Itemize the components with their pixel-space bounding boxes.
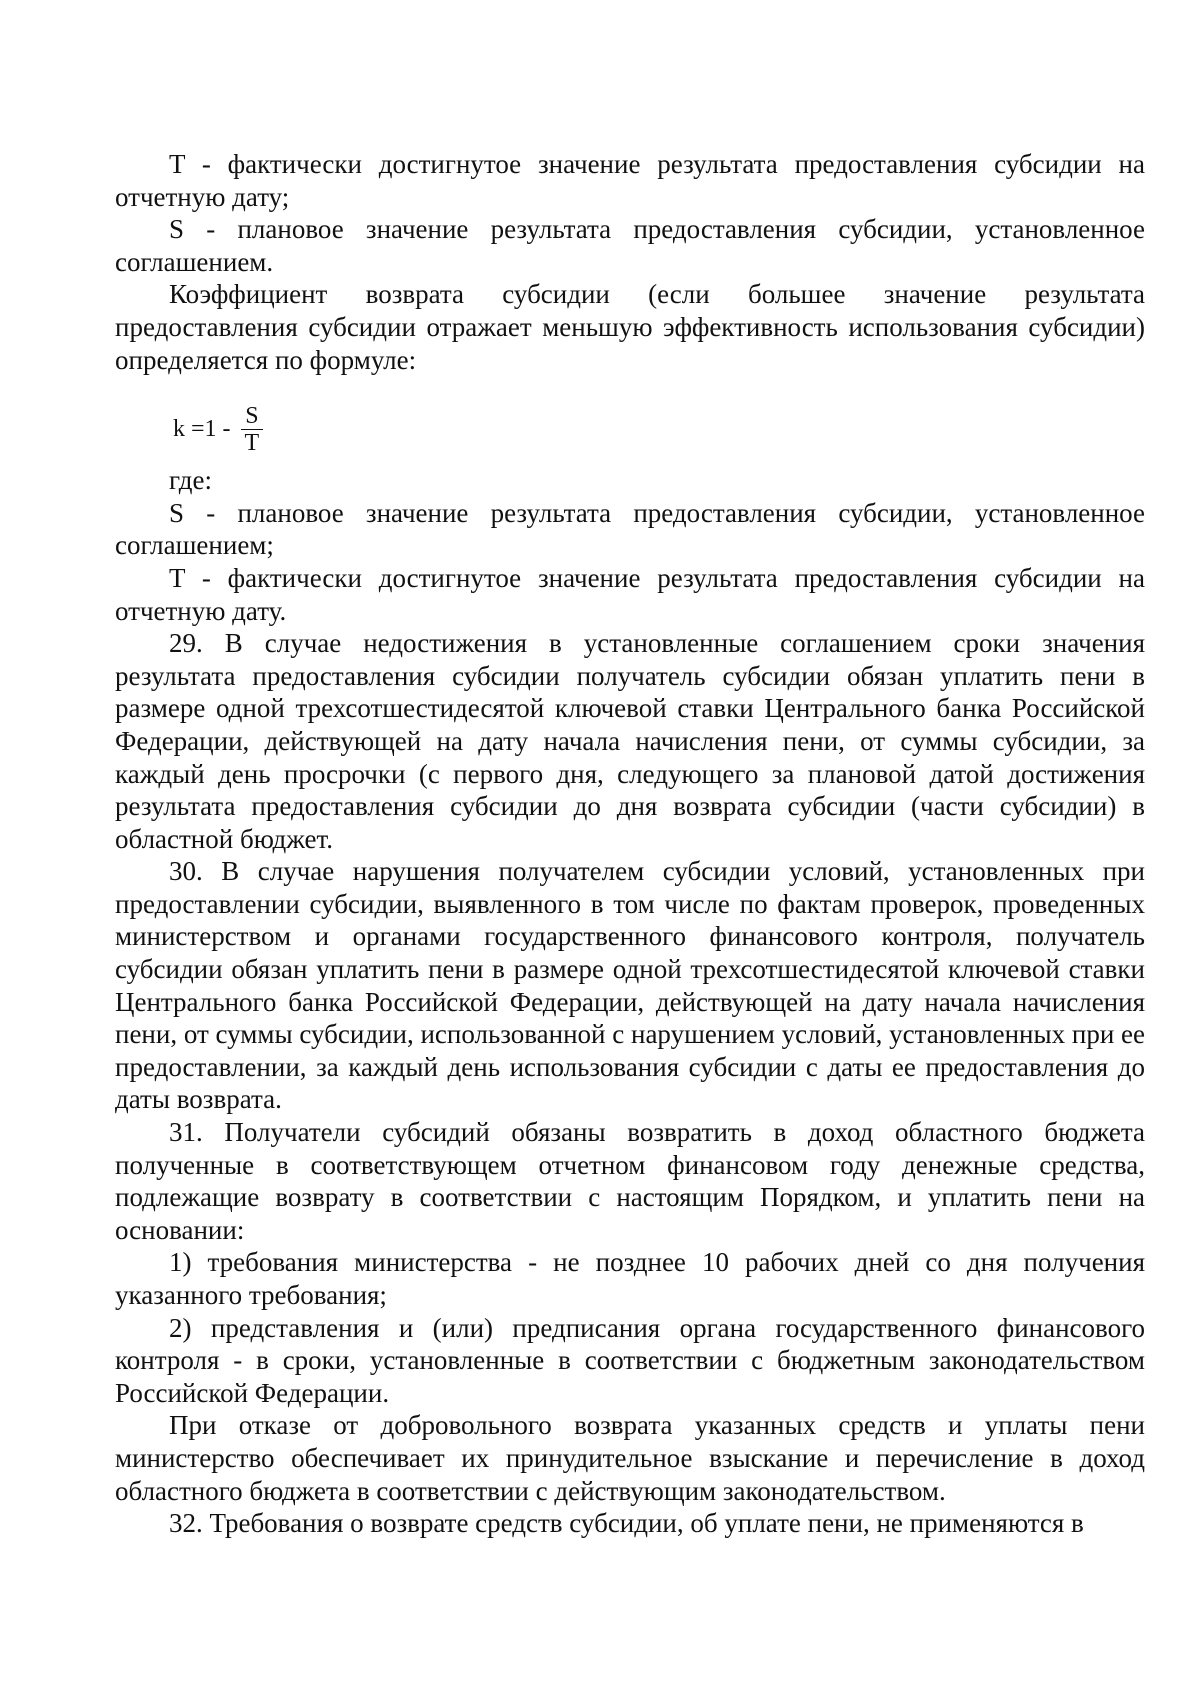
paragraph-31: 31. Получатели субсидий обязаны возвратить в доход областного бюджета полученные в соответствующем отчетном финансовом году денежные средства, подлежащие возврату в соответствии с настоящим Порядком, и уплатить пени на основании: xyxy=(115,1117,1145,1245)
formula xyxy=(173,404,263,455)
formula-numerator: S xyxy=(241,404,262,430)
formula-fraction xyxy=(241,404,264,455)
paragraph-coefficient-intro: Коэффициент возврата субсидии (если большее значение результата предоставления субсидии отражает меньшую эффективность использования субсидии) определяется по формуле: xyxy=(115,279,1145,375)
where-label: где: xyxy=(169,465,212,496)
formula-lhs: k =1 - xyxy=(173,416,237,443)
paragraph-31-item-1: 1) требования министерства - не позднее 10 рабочих дней со дня получения указанного требования; xyxy=(115,1247,1145,1310)
paragraph-s-definition: S - плановое значение результата предоставления субсидии, установленное соглашением. xyxy=(115,214,1145,277)
paragraph-29: 29. В случае недостижения в установленные соглашением сроки значения результата предоставления субсидии получатель субсидии обязан уплатить пени в размере одной трехсотшестидесятой ключевой ставки Центрального банка Российской Федерации, действующей на дату начала начисления пени, от суммы субсидии, за каждый день просрочки (с первого дня, следующего за плановой датой достижения результата предоставления субсидии до дня возврата субсидии (части субсидии) в областной бюджет. xyxy=(115,628,1145,854)
paragraph-s-definition-2: S - плановое значение результата предоставления субсидии, установленное соглашением; xyxy=(115,497,1145,561)
formula-denominator: T xyxy=(244,430,260,457)
paragraph-31-item-2: 2) представления и (или) предписания органа государственного финансового контроля - в сроки, установленные в соответствии с бюджетным законодательством Российской Федерации. xyxy=(115,1312,1145,1408)
paragraph-refusal: При отказе от добровольного возврата указанных средств и уплаты пени министерство обеспечивает их принудительное взыскание и перечисление в доход областного бюджета в соответствии с действующим законодательством. xyxy=(115,1410,1145,1506)
document-body xyxy=(115,148,1145,1540)
formula-block xyxy=(115,376,1145,464)
paragraph-30: 30. В случае нарушения получателем субсидии условий, установленных при предоставлении субсидии, выявленного в том числе по фактам проверок, проведенных министерством и органами государственного финансового контроля, получатель субсидии обязан уплатить пени в размере одной трехсотшестидесятой ключевой ставки Центрального банка Российской Федерации, действующей на дату начала начисления пени, от суммы субсидии, использованной с нарушением условий, установленных при ее предоставлении, за каждый день использования субсидии с даты ее предоставления до даты возврата. xyxy=(115,856,1145,1115)
paragraph-t-definition: T - фактически достигнутое значение результата предоставления субсидии на отчетную дату; xyxy=(115,149,1145,212)
paragraph-32: 32. Требования о возврате средств субсидии, об уплате пени, не применяются в xyxy=(169,1508,1084,1539)
paragraph-t-definition-2: T - фактически достигнутое значение результата предоставления субсидии на отчетную дату. xyxy=(115,562,1145,626)
